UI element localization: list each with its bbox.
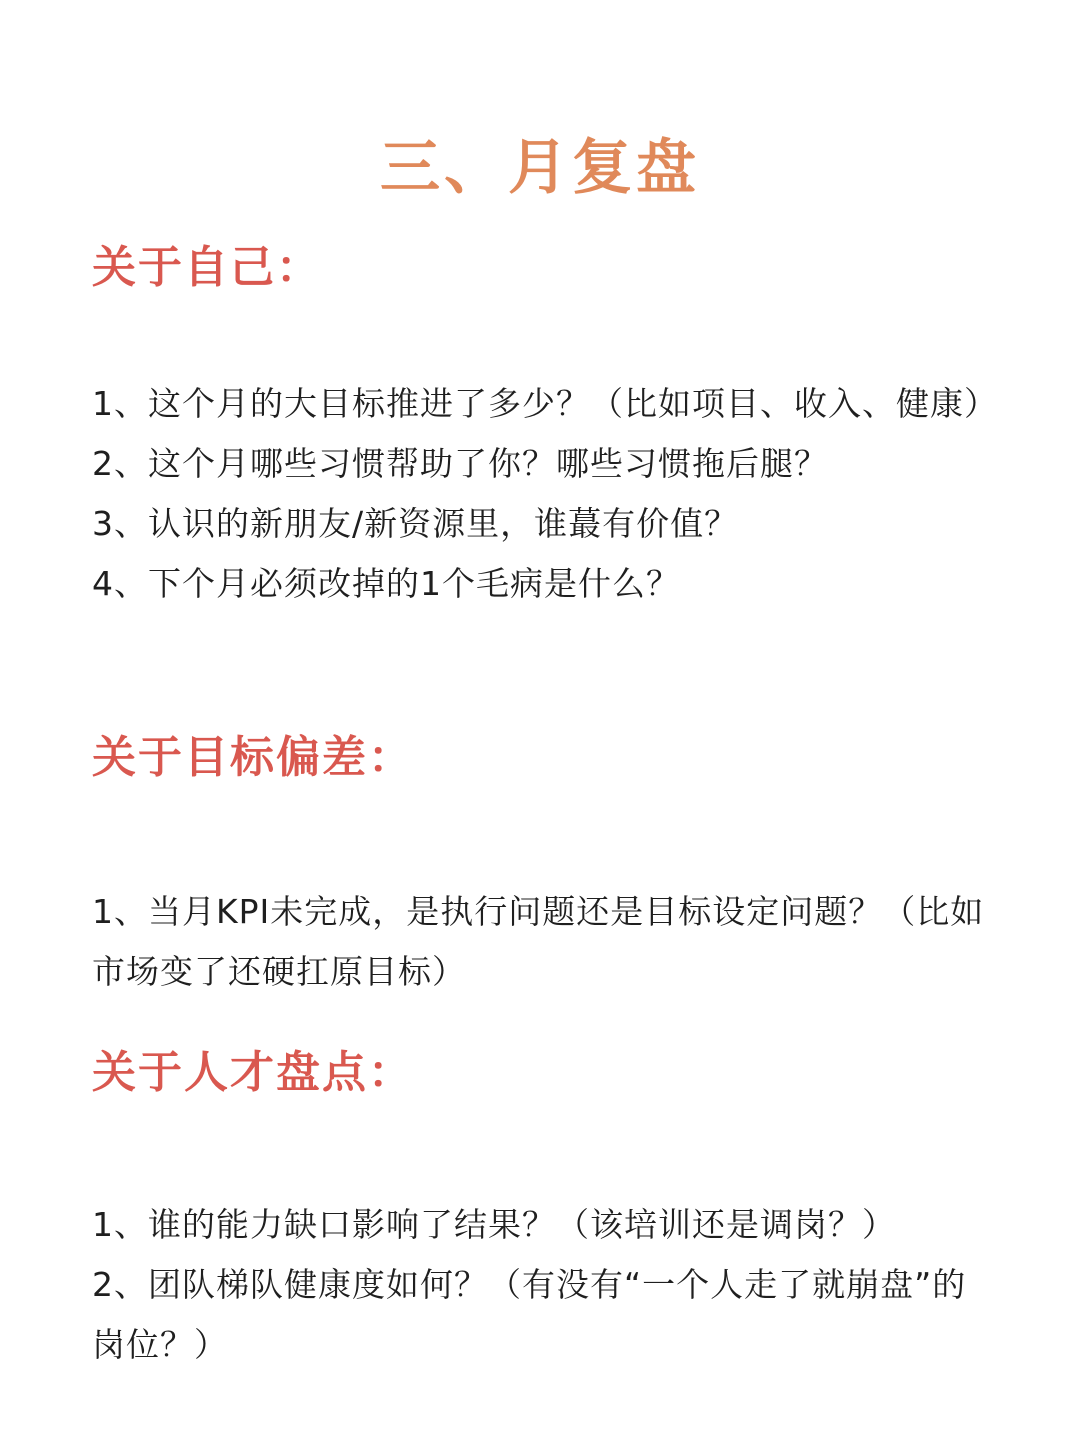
list-item: 3、认识的新朋友/新资源里，谁蕞有价值？ bbox=[92, 504, 739, 543]
question-list-about-self bbox=[92, 374, 998, 614]
question-list-goal-deviation bbox=[92, 882, 992, 1002]
section-talent-review bbox=[92, 1045, 992, 1375]
question-list-talent-review bbox=[92, 1195, 992, 1375]
list-item: 2、这个月哪些习惯帮助了你？哪些习惯拖后腿？ bbox=[92, 444, 828, 483]
list-item: 1、当月KPI未完成，是执行问题还是目标设定问题？（比如市场变了还硬扛原目标） bbox=[92, 892, 985, 991]
page-title: 三、月复盘 bbox=[380, 133, 700, 204]
section-heading-about-self: 关于自己： bbox=[92, 242, 322, 293]
list-item: 1、这个月的大目标推进了多少？（比如项目、收入、健康） bbox=[92, 384, 998, 423]
section-heading-goal-deviation: 关于目标偏差： bbox=[92, 732, 414, 783]
section-about-self bbox=[92, 240, 998, 614]
section-heading-talent-review: 关于人才盘点： bbox=[92, 1047, 414, 1098]
list-item: 1、谁的能力缺口影响了结果？（该培训还是调岗？） bbox=[92, 1205, 896, 1244]
section-goal-deviation bbox=[92, 730, 992, 1002]
list-item: 2、团队梯队健康度如何？（有没有“一个人走了就崩盘”的岗位？） bbox=[92, 1265, 967, 1364]
list-item: 4、下个月必须改掉的1个毛病是什么？ bbox=[92, 564, 680, 603]
